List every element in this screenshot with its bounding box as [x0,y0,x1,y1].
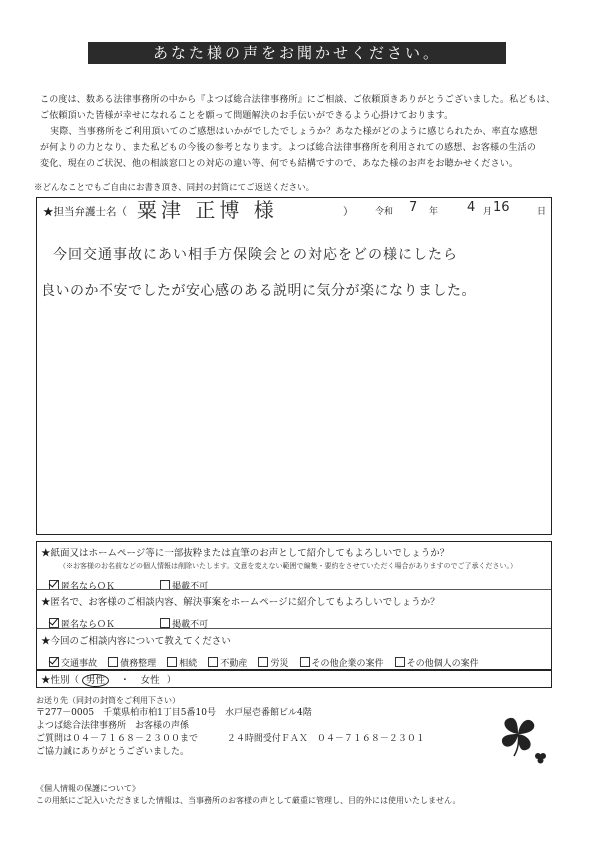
q1-option-not-allowed[interactable]: 掲載不可 [160,582,208,592]
date-year-unit: 年 [429,207,439,217]
q1-option-anonymous-ok[interactable]: 匿名ならＯＫ [49,582,115,592]
divider [37,589,551,590]
q1-options [49,574,218,593]
gender-row [41,672,176,686]
checkbox[interactable] [167,657,177,667]
checkbox[interactable] [208,657,218,667]
instruction-note: ※どんなことでもご自由にお書き頂き、同封の封筒にてご返送ください。 [34,183,315,193]
q3-option-real-estate[interactable]: 不動産 [208,659,247,669]
address-office: よつば総合法律事務所 お客様の声係 [36,721,190,731]
checkbox[interactable] [300,657,310,667]
q3-options [49,651,479,670]
intro-line: 変化、現在のご状況、他の相談窓口との対応の違い等、何でも結構ですので、あなた様のお声をお聴かせください。 [40,159,519,169]
lawyer-label: ★担当弁護士名（ [43,206,127,218]
date-day-unit: 日 [537,207,547,217]
q2-option-not-allowed[interactable]: 掲載不可 [160,620,208,630]
address-contact-row [36,733,516,746]
privacy-footer [36,783,556,807]
divider [37,628,551,629]
address-thanks: ご協力誠にありがとうございました。 [36,747,190,757]
checkbox[interactable] [258,657,268,667]
q3-option-other-corporate[interactable]: その他企業の案件 [300,659,384,669]
gender-separator: ・ [120,675,130,686]
date-day-value[interactable]: 16 [493,200,510,215]
questions-box [36,541,552,670]
address-fax: ２４時間受付ＦＡＸ ０４－７１６８－２３０１ [226,734,425,744]
clover-icon [494,712,550,768]
lawyer-name-handwritten[interactable]: 粟津 正博 様 [137,198,278,222]
checkbox-checked[interactable] [49,618,59,628]
gender-option-female[interactable]: 女性 [140,675,160,686]
intro-text [40,92,560,172]
gender-option-male-circled[interactable]: 男性 [82,674,109,687]
intro-line: この度は、数ある法律事務所の中から『よつば総合法律事務所』にご相談、ご依頼頂きありがとうございました。私どもは、 [40,95,556,105]
gender-box [36,670,552,688]
comment-box[interactable] [36,197,552,535]
q3-option-inheritance[interactable]: 相続 [167,659,197,669]
intro-line: が何よりの力となり、また私どもの今後の参考となります。よつば総合法律事務所を利用されての感想、お客様の生活の [40,143,537,153]
page-title: あなた様の声をお聞かせください。 [88,42,506,64]
q3-option-debt[interactable]: 債務整理 [108,659,156,669]
checkbox[interactable] [395,657,405,667]
checkbox[interactable] [160,618,170,628]
comment-handwritten-line[interactable]: 今回交通事故にあい相手方保険会との対応をどの様にしたら [53,247,458,263]
checkbox-checked[interactable] [49,657,59,667]
q3-option-traffic-accident[interactable]: 交通事故 [49,659,97,669]
comment-handwritten-line[interactable]: 良いのか不安でしたが安心感のある説明に気分が楽になりました。 [41,283,476,299]
q2-text: ★匿名で、お客様のご相談内容、解決事案をホームページに紹介してもよろしいでしょうか？ [41,597,440,608]
date-year-value[interactable]: 7 [409,200,418,215]
gender-label-close: ） [166,675,177,686]
address-postal: 〒277－0005 千葉県柏市柏1丁目5番10号 水戸屋壱番館ビル4階 [36,708,312,718]
q3-option-other-individual[interactable]: その他個人の案件 [395,659,479,669]
q3-text: ★今回のご相談内容について教えてください [41,636,231,647]
q1-subtext: （※お客様のお名前などの個人情報は削除いたします。文意を変えない範囲で編集・要約をさせていただく場合がありますのでご了承ください。） [59,562,517,570]
gender-label: ★性別（ [41,675,80,686]
address-label: お送り先（同封の封筒をご利用下さい） [36,696,180,705]
date-era: 令和 [375,207,394,217]
address-block [36,694,516,759]
intro-line: 実際、当事務所をご利用頂いてのご感想はいかがでしたでしょうか？あなた様がどのように感じられたか、率直な感想 [50,127,538,137]
lawyer-label-close: ） [343,206,354,218]
privacy-text: この用紙にご記入いただきました情報は、当事務所のお客様の声として厳重に管理し、目的外には使用いたしません。 [36,796,461,805]
address-phone: ご質問は０４－７１６８－２３００まで [36,734,199,744]
date-month-unit: 月 [483,207,493,217]
q2-option-anonymous-ok[interactable]: 匿名ならＯＫ [49,620,115,630]
date-month-value[interactable]: 4 [467,200,476,215]
q1-text: ★紙面又はホームページ等に一部抜粋または直筆のお声として紹介してもよろしいでしょうか？ [41,548,450,559]
intro-line: ご依頼頂いた皆様が幸せになれることを願って問題解決のお手伝いができるよう心掛けております。 [40,111,454,121]
q3-option-labor-accident[interactable]: 労災 [258,659,288,669]
checkbox[interactable] [108,657,118,667]
privacy-heading: 《個人情報の保護について》 [36,784,140,793]
